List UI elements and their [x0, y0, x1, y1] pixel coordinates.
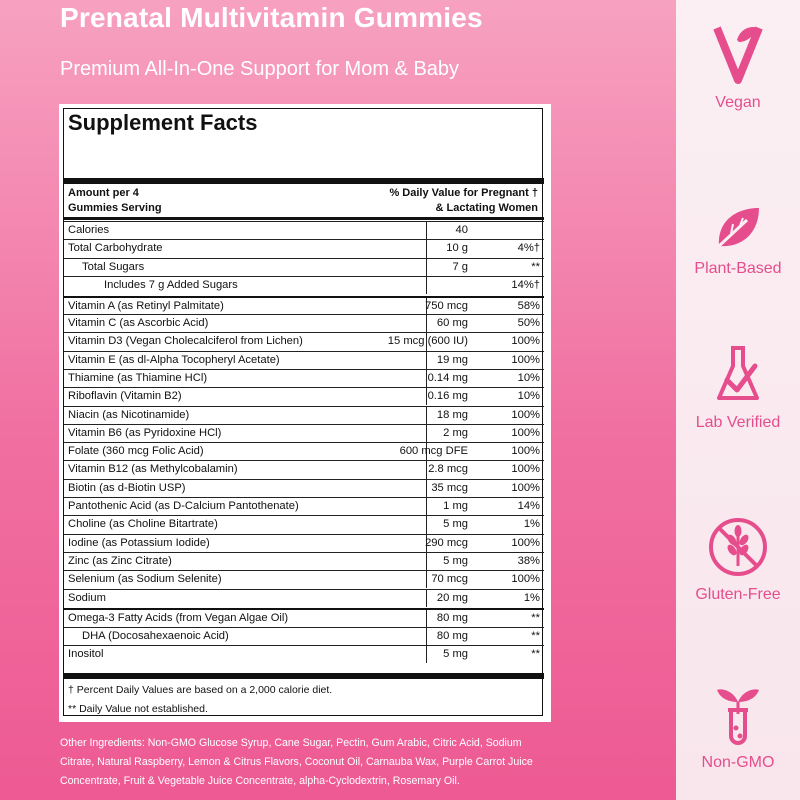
column-divider: [426, 277, 427, 294]
nutrient-daily-value: 58%: [517, 299, 540, 312]
badge-label-gluten-free: Gluten-Free: [695, 586, 781, 603]
nutrient-name: Pantothenic Acid (as D-Calcium Pantothenate): [68, 500, 299, 512]
nutrient-name: Vitamin A (as Retinyl Palmitate): [68, 299, 224, 312]
nutrient-daily-value: 1%: [523, 518, 540, 531]
nutrient-amount: 5 mg: [443, 554, 468, 567]
nutrient-amount: 60 mg: [436, 317, 468, 329]
nutrient-amount: 80 mg: [436, 612, 468, 625]
nutrient-amount: 2 mg: [443, 426, 468, 439]
nutrient-amount: 40: [455, 224, 468, 236]
nutrient-daily-value: 100%: [511, 408, 540, 421]
nutrient-name: Selenium (as Sodium Selenite): [68, 573, 222, 586]
nutrient-daily-value: 100%: [511, 573, 540, 586]
facts-row: [64, 221, 544, 239]
badge-non-gmo: [676, 680, 800, 772]
facts-row: [64, 497, 544, 515]
nutrient-name: Riboflavin (Vitamin B2): [68, 390, 182, 403]
column-divider: [426, 425, 427, 442]
facts-row: [64, 258, 544, 276]
test-tube-sprout-icon: [711, 680, 765, 746]
nutrient-daily-value: 1%: [523, 591, 540, 604]
column-divider: [426, 222, 427, 239]
badge-gluten-free: [676, 516, 800, 604]
facts-row: [64, 552, 544, 570]
column-divider: [426, 240, 427, 257]
nutrient-name: Choline (as Choline Bitartrate): [68, 518, 218, 531]
column-divider: [426, 610, 427, 626]
nutrient-daily-value: **: [531, 260, 540, 273]
nutrient-amount: 20 mg: [436, 591, 468, 604]
nutrient-amount: 15 mcg (600 IU): [387, 335, 468, 348]
facts-row: [64, 387, 544, 405]
column-divider: [426, 553, 427, 570]
facts-row: [64, 515, 544, 533]
nutrient-daily-value: 100%: [511, 445, 540, 458]
column-divider: [426, 628, 427, 645]
badge-vegan: [676, 24, 800, 112]
nutrient-name: Sodium: [68, 591, 106, 604]
nutrient-name: Total Carbohydrate: [68, 242, 163, 255]
nutrient-amount: 10 g: [446, 242, 468, 255]
facts-row: [64, 479, 544, 497]
facts-row: [64, 332, 544, 350]
nutrient-daily-value: 100%: [511, 353, 540, 366]
page-subtitle: Premium All-In-One Support for Mom & Baby: [60, 58, 460, 80]
badge-label-lab-verified: Lab Verified: [695, 414, 781, 431]
facts-row: [64, 589, 544, 607]
nutrient-name: Omega-3 Fatty Acids (from Vegan Algae Oil): [68, 612, 289, 625]
nutrient-amount: 2.8 mcg: [428, 463, 468, 476]
nutrient-daily-value: 100%: [511, 426, 540, 439]
ingredients-label: Other Ingredients:: [60, 737, 145, 749]
nutrient-daily-value: 100%: [511, 536, 540, 549]
nutrient-amount: 7 g: [452, 260, 468, 273]
facts-row: [64, 276, 544, 294]
ingredients-text: Non-GMO Glucose Syrup, Cane Sugar, Pectin, Gum Arabic, Citric Acid, Sodium Citrate, Natural Raspberry, Lemon & Citrus Flavors, Coconut Oil, Carnauba Wax, Purple Carrot Juice Concentrate, Fruit & Vegetable Juice Concentrate, alpha-Cyclodextrin, Rosemary Oil.: [60, 737, 533, 787]
column-divider: [426, 590, 427, 607]
badge-label-non-gmo: Non-GMO: [701, 754, 775, 771]
nutrient-amount: 290 mcg: [425, 536, 468, 549]
nutrient-daily-value: 100%: [511, 335, 540, 348]
column-divider: [426, 407, 427, 424]
badge-label-plant-based: Plant-Based: [694, 260, 782, 277]
badge-lab-verified: [676, 344, 800, 432]
column-divider: [426, 461, 427, 478]
nutrient-name: Iodine (as Potassium Iodide): [68, 536, 210, 549]
daily-value-header-line2: & Lactating Women: [435, 202, 538, 214]
nutrient-daily-value: **: [531, 629, 540, 642]
facts-row: [64, 239, 544, 257]
serving-header-line2: Gummies Serving: [68, 202, 162, 214]
nutrient-name: Biotin (as d-Biotin USP): [68, 481, 186, 494]
column-divider: [426, 516, 427, 533]
no-wheat-icon: [707, 516, 769, 578]
nutrient-daily-value: 100%: [511, 481, 540, 494]
nutrient-daily-value: 38%: [517, 554, 540, 567]
facts-row: [64, 406, 544, 424]
facts-row: [64, 424, 544, 442]
facts-row: [64, 570, 544, 588]
serving-header-line1: Amount per 4: [68, 187, 139, 199]
nutrient-amount: 600 mcg DFE: [399, 445, 468, 458]
nutrient-amount: 70 mcg: [431, 573, 468, 586]
facts-row: [64, 534, 544, 552]
facts-row: [64, 369, 544, 387]
badge-label-vegan: Vegan: [715, 94, 761, 111]
nutrient-name: Vitamin D3 (Vegan Cholecalciferol from Lichen): [68, 335, 303, 348]
supplement-facts-title: Supplement Facts: [68, 110, 258, 135]
daily-value-header-line1: % Daily Value for Pregnant †: [389, 187, 538, 199]
thick-rule-header: [64, 217, 544, 220]
vegan-v-icon: [711, 24, 765, 86]
nutrient-daily-value: 4%†: [517, 242, 540, 255]
nutrient-amount: 5 mg: [443, 647, 468, 660]
nutrient-daily-value: 50%: [517, 317, 540, 329]
nutrient-daily-value: 14%†: [511, 278, 540, 291]
facts-row: [64, 608, 544, 626]
nutrient-daily-value: 10%: [517, 390, 540, 403]
column-divider: [426, 352, 427, 369]
nutrient-daily-value: 10%: [517, 371, 540, 384]
column-divider: [426, 259, 427, 276]
footnote-not-established: ** Daily Value not established.: [68, 703, 208, 715]
nutrient-amount: 80 mg: [436, 629, 468, 642]
page-title: Prenatal Multivitamin Gummies: [60, 2, 483, 33]
column-divider: [426, 480, 427, 497]
nutrient-amount: 35 mcg: [431, 481, 468, 494]
nutrient-name: Zinc (as Zinc Citrate): [68, 554, 172, 567]
nutrient-amount: 0.16 mg: [427, 390, 468, 403]
footnote-percent-dv: † Percent Daily Values are based on a 2,000 calorie diet.: [68, 684, 333, 696]
thick-rule-bottom: [64, 673, 544, 679]
nutrient-name: Thiamine (as Thiamine HCl): [68, 371, 208, 384]
nutrient-amount: 1 mg: [443, 500, 468, 512]
nutrient-daily-value: 14%: [517, 500, 540, 512]
facts-row: [64, 296, 544, 314]
thick-rule-top: [64, 178, 544, 184]
column-divider: [426, 315, 427, 332]
nutrient-name: Niacin (as Nicotinamide): [68, 408, 190, 421]
facts-row: [64, 645, 544, 663]
nutrient-name: Total Sugars: [82, 260, 145, 273]
facts-row: [64, 314, 544, 332]
nutrient-name: Vitamin B12 (as Methylcobalamin): [68, 463, 238, 476]
facts-row: [64, 351, 544, 369]
nutrient-name: Inositol: [68, 647, 104, 660]
nutrient-amount: 0.14 mg: [427, 371, 468, 384]
column-divider: [426, 498, 427, 515]
nutrient-name: Includes 7 g Added Sugars: [104, 278, 238, 291]
nutrient-name: DHA (Docosahexaenoic Acid): [82, 629, 229, 642]
serving-header: [68, 186, 162, 216]
column-divider: [426, 646, 427, 663]
nutrient-amount: 18 mg: [436, 408, 468, 421]
nutrient-amount: 19 mg: [436, 353, 468, 366]
facts-row: [64, 627, 544, 645]
other-ingredients: [60, 734, 556, 791]
nutrient-daily-value: 100%: [511, 463, 540, 476]
flask-check-icon: [711, 344, 765, 406]
column-divider: [426, 571, 427, 588]
leaf-icon: [711, 202, 765, 252]
nutrient-name: Calories: [68, 224, 110, 236]
nutrient-name: Vitamin B6 (as Pyridoxine HCl): [68, 426, 222, 439]
nutrient-amount: 750 mcg: [425, 299, 468, 312]
nutrient-name: Vitamin C (as Ascorbic Acid): [68, 317, 209, 329]
daily-value-header: [389, 186, 538, 216]
nutrient-amount: 5 mg: [443, 518, 468, 531]
nutrient-name: Vitamin E (as dl-Alpha Tocopheryl Acetate): [68, 353, 280, 366]
nutrient-name: Folate (360 mcg Folic Acid): [68, 445, 204, 458]
nutrient-daily-value: **: [531, 647, 540, 660]
facts-row: [64, 460, 544, 478]
facts-row: [64, 442, 544, 460]
badge-plant-based: [676, 202, 800, 278]
nutrient-daily-value: **: [531, 612, 540, 625]
